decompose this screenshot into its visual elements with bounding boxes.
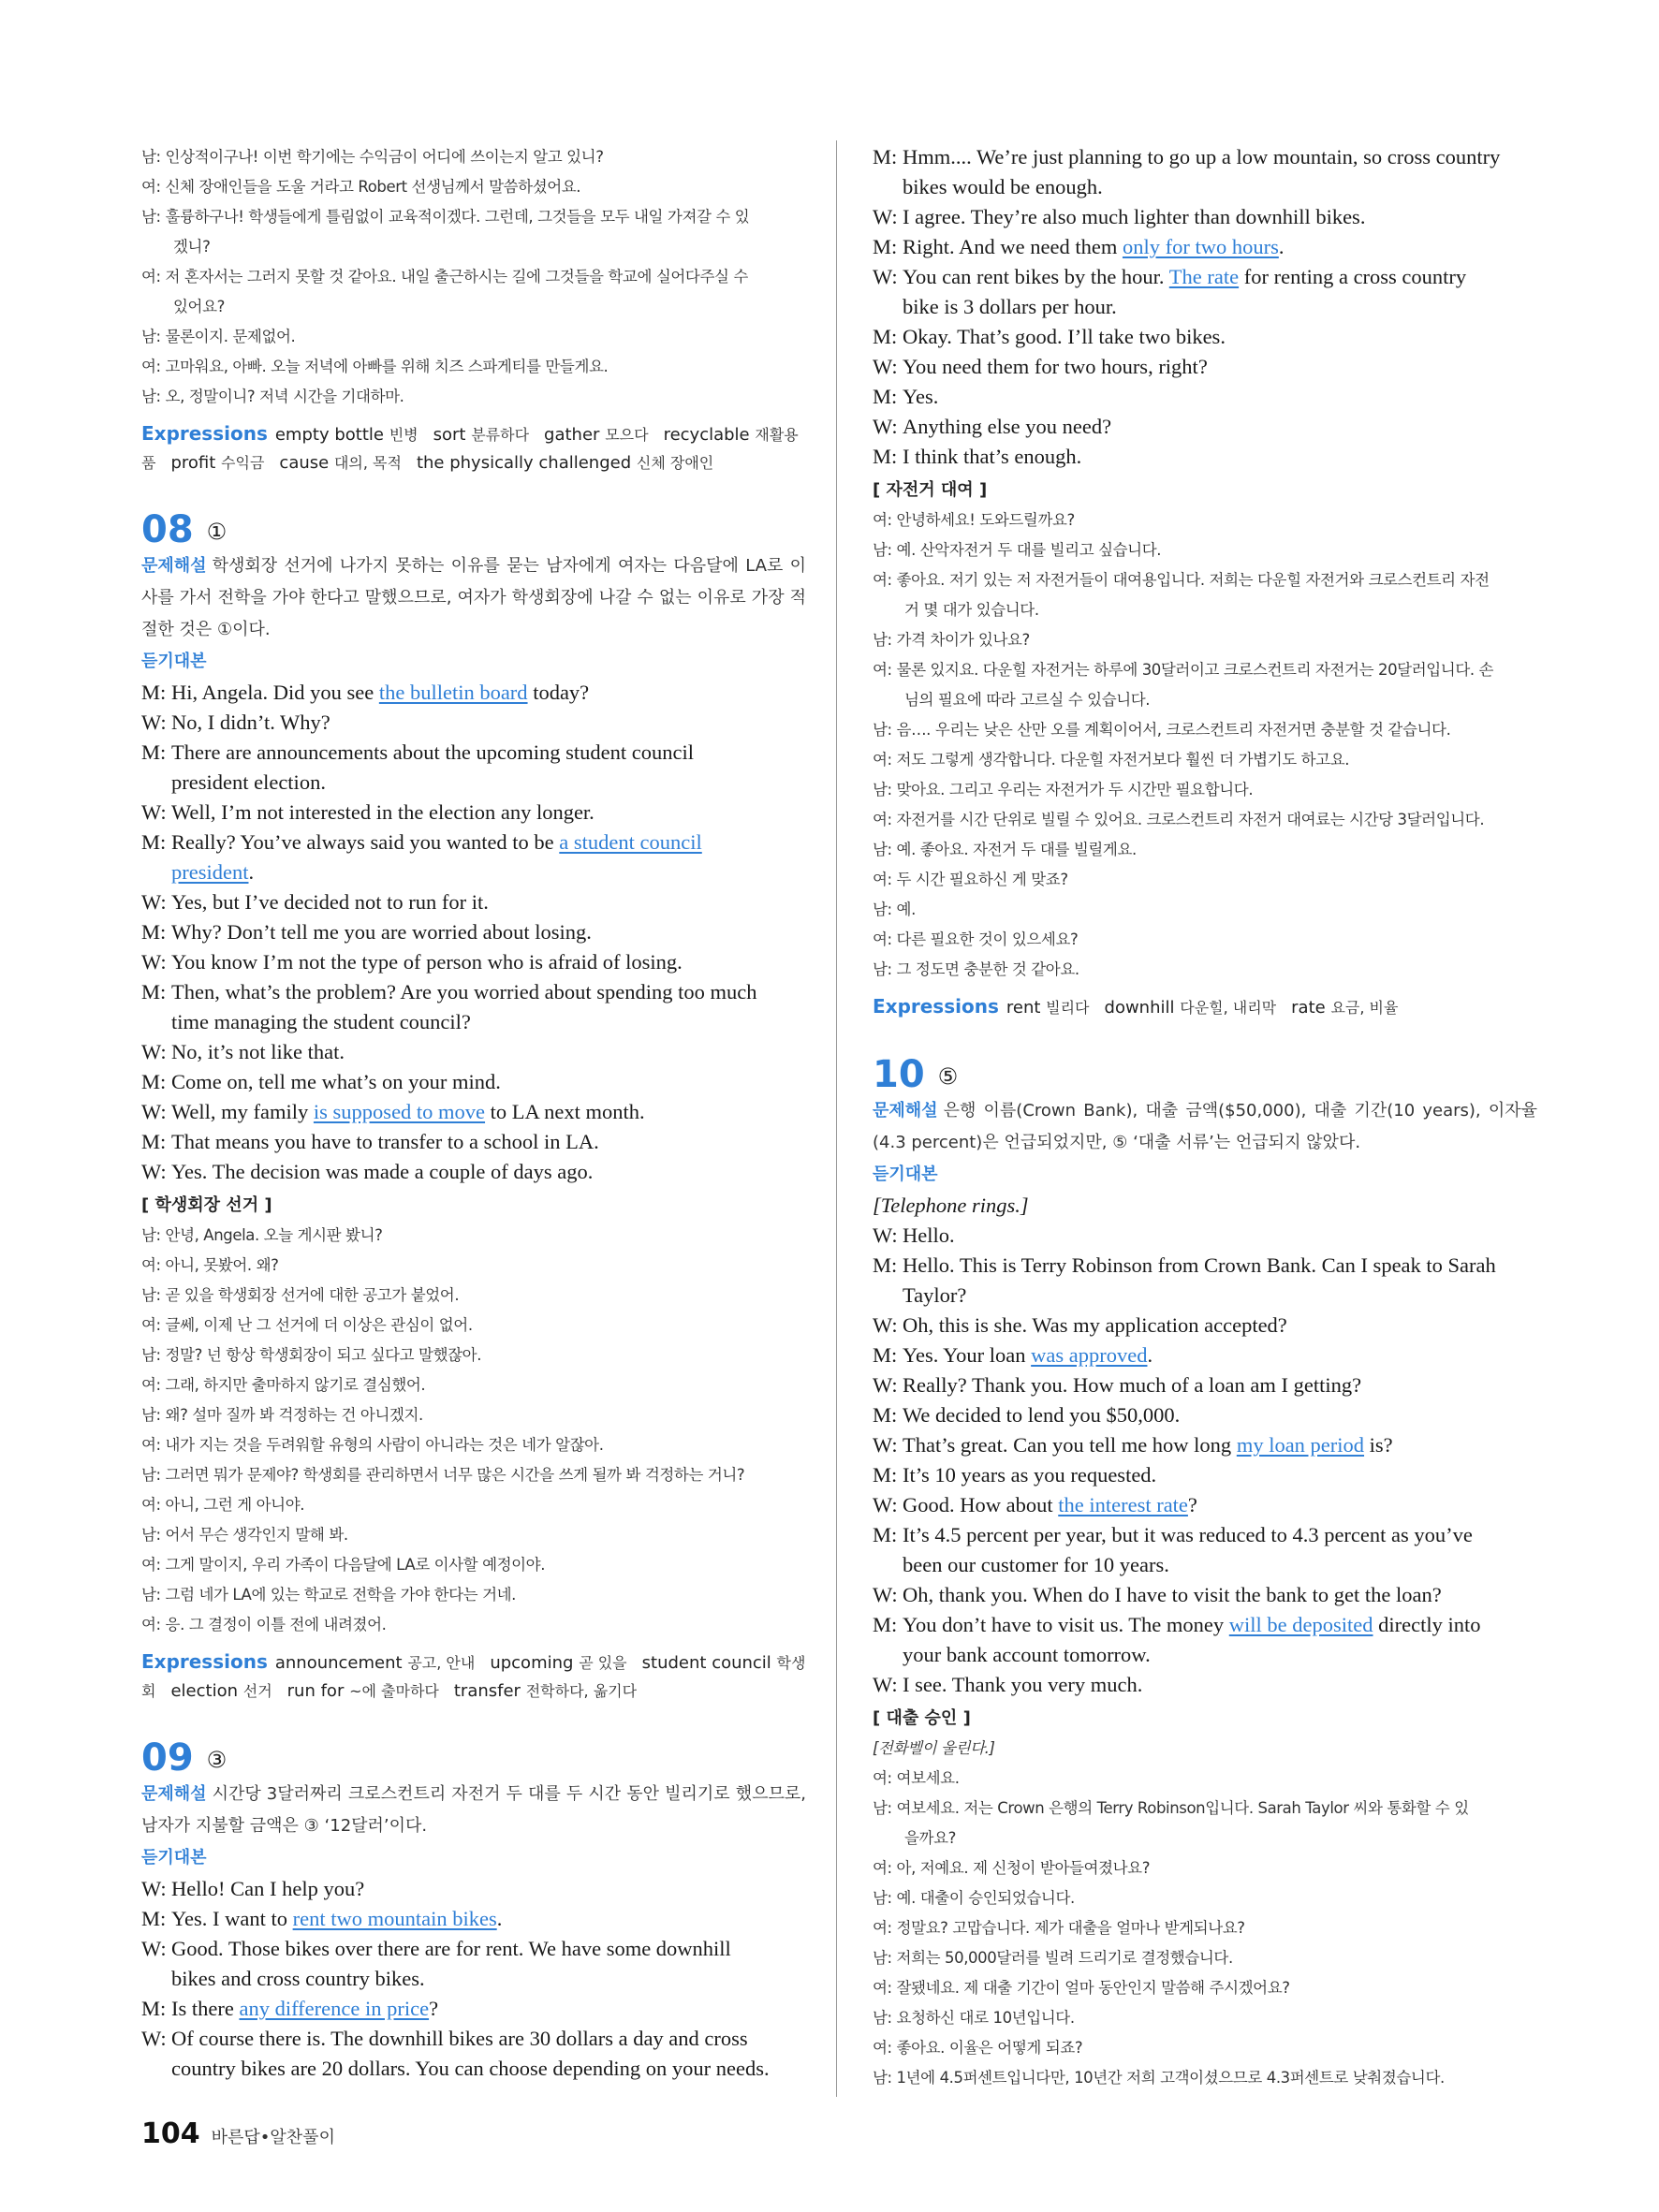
expression-term: downhill — [1104, 998, 1175, 1018]
translation-line: 남: 가격 차이가 있나요? — [873, 631, 1030, 649]
explanation — [873, 1095, 1537, 1159]
translation-line: 여: 안녕하세요! 도와드릴까요? — [873, 511, 1075, 529]
translation-line: 여: 아니, 그런 게 아니야. — [141, 1496, 305, 1514]
listening-script — [141, 678, 806, 1187]
expression-meaning: 모으다 — [605, 426, 649, 444]
translation — [873, 1764, 1537, 2093]
script-text: You don’t have to visit us. The money — [903, 1613, 1229, 1636]
translation-line: 남: 어서 무슨 생각인지 말해 봐. — [141, 1526, 348, 1544]
script-text: Well, my family — [171, 1100, 314, 1123]
speaker-tag: M: — [873, 1463, 898, 1487]
speaker-tag: W: — [873, 1493, 898, 1516]
script-line — [141, 1157, 806, 1187]
expression-term: gather — [544, 425, 600, 445]
left-column — [141, 142, 806, 2084]
expression-meaning: 전학하다, 옮기다 — [525, 1682, 638, 1700]
translation-line: 여: 여보세요. — [873, 1769, 960, 1787]
expression-term: rate — [1291, 998, 1326, 1018]
script-text: There are announcements about the upcoming student council — [171, 740, 694, 764]
script-text: Yes. I want to — [171, 1907, 293, 1930]
translation-line: 남: 요청하신 대로 10년입니다. — [873, 2009, 1075, 2027]
explanation — [141, 1779, 806, 1842]
script-text: Oh, this is she. Was my application accepted? — [903, 1313, 1287, 1337]
speaker-tag: W: — [141, 1100, 167, 1123]
script-line — [873, 1670, 1537, 1700]
translation-line: 남: 예. — [873, 901, 916, 918]
script-line — [873, 172, 1537, 202]
script-text: Yes. Your loan — [903, 1343, 1032, 1367]
expression-meaning: 신체 장애인 — [636, 454, 714, 472]
column-divider — [836, 140, 837, 2097]
translation-line: 남: 저희는 50,000달러를 빌려 드리기로 결정했습니다. — [873, 1949, 1233, 1967]
speaker-tag: W: — [873, 1583, 898, 1606]
script-line — [141, 857, 806, 887]
expressions-box — [141, 1648, 806, 1706]
translation-line: 여: 두 시간 필요하신 게 맞죠? — [873, 871, 1068, 888]
speaker-tag: W: — [873, 1223, 898, 1247]
script-text: Hello. — [903, 1223, 955, 1247]
expression-term: cause — [279, 453, 330, 473]
speaker-tag: M: — [141, 1907, 167, 1930]
script-line — [873, 382, 1537, 412]
blank-answer-highlight: rent two mountain bikes — [292, 1907, 497, 1930]
script-line — [141, 768, 806, 798]
listening-script — [141, 1874, 806, 2084]
speaker-tag: M: — [873, 1343, 898, 1367]
stage-direction-ko: [전화벨이 울린다.] — [873, 1739, 995, 1757]
expression-term: upcoming — [490, 1653, 574, 1673]
script-text: Of course there is. The downhill bikes are 30 dollars a day and cross — [171, 2027, 748, 2050]
script-line — [873, 322, 1537, 352]
translation-line: 남: 오, 정말이니? 저녁 시간을 기대하마. — [141, 388, 404, 405]
script-line — [141, 2054, 806, 2084]
script-text: bike is 3 dollars per hour. — [903, 295, 1117, 318]
speaker-tag: M: — [873, 145, 898, 168]
translation-line: 여: 내가 지는 것을 두려워할 유형의 사람이 아니라는 것은 네가 알잖아. — [141, 1436, 604, 1454]
expression-term: sort — [433, 425, 466, 445]
speaker-tag: W: — [873, 1433, 898, 1457]
right-column — [873, 142, 1537, 2093]
speaker-tag: W: — [873, 415, 898, 438]
blank-answer-highlight: The rate — [1168, 265, 1240, 288]
script-text: today? — [527, 681, 590, 704]
translation-line: 겠니? — [173, 238, 211, 256]
script-text: We decided to lend you $50,000. — [903, 1403, 1181, 1427]
expression-meaning: 수익금 — [221, 454, 265, 472]
page-number: 104 — [141, 2117, 200, 2150]
speaker-tag: M: — [873, 235, 898, 258]
book-title: 바른답•알찬풀이 — [211, 2128, 335, 2147]
question-10-header — [873, 1050, 1537, 1095]
expression-term: student council — [641, 1653, 771, 1673]
expression-meaning: ~에 출마하다 — [349, 1682, 439, 1700]
script-text: Hmm.... We’re just planning to go up a low mountain, so cross country — [903, 145, 1501, 168]
script-text: That means you have to transfer to a school in LA. — [171, 1130, 599, 1153]
expression-term: profit — [170, 453, 216, 473]
explanation-label: 문제해설 — [141, 1784, 207, 1804]
speaker-tag: M: — [873, 325, 898, 348]
translation-line: 님의 필요에 따라 고르실 수 있습니다. — [904, 691, 1151, 709]
script-text: bikes and cross country bikes. — [171, 1967, 425, 1990]
translation-line: 남: 왜? 설마 질까 봐 걱정하는 건 아니겠지. — [141, 1406, 423, 1424]
translation-line: 여: 좋아요. 이율은 어떻게 되죠? — [873, 2039, 1083, 2057]
expression-term: the physically challenged — [416, 453, 632, 473]
script-line — [141, 1127, 806, 1157]
explanation-label: 문제해설 — [873, 1101, 938, 1121]
blank-answer-highlight: the interest rate — [1058, 1493, 1188, 1516]
translation-title: [ 학생회장 선거 ] — [141, 1195, 272, 1215]
speaker-tag: W: — [141, 1040, 167, 1063]
script-line — [873, 1281, 1537, 1311]
script-text: . — [1278, 235, 1285, 258]
script-text: your bank account tomorrow. — [903, 1643, 1151, 1666]
expression-meaning: 분류하다 — [471, 426, 530, 444]
script-text: Come on, tell me what’s on your mind. — [171, 1070, 501, 1093]
script-text: It’s 10 years as you requested. — [903, 1463, 1157, 1487]
script-line — [873, 352, 1537, 382]
expression-term: election — [170, 1681, 238, 1701]
script-text: directly into — [1373, 1613, 1481, 1636]
speaker-tag: M: — [873, 1613, 898, 1636]
expression-meaning: 요금, 비율 — [1330, 999, 1399, 1017]
translation-line: 남: 예. 좋아요. 자전거 두 대를 빌릴게요. — [873, 841, 1137, 858]
expression-term: transfer — [453, 1681, 521, 1701]
translation-line: 여: 그게 말이지, 우리 가족이 다음달에 LA로 이사할 예정이야. — [141, 1556, 546, 1574]
script-line — [141, 1874, 806, 1904]
answer-mark: ① — [206, 519, 228, 545]
script-text: I agree. They’re also much lighter than downhill bikes. — [903, 205, 1366, 228]
script-line — [141, 1037, 806, 1067]
script-text: You know I’m not the type of person who is afraid of losing. — [171, 950, 683, 974]
translation-line: 남: 음…. 우리는 낮은 산만 오를 계획이어서, 크로스컨트리 자전거면 충분할 것 같습니다. — [873, 721, 1451, 739]
script-line — [141, 947, 806, 977]
script-text: Really? You’ve always said you wanted to be — [171, 830, 560, 854]
expression-term: announcement — [274, 1653, 403, 1673]
script-line — [873, 1400, 1537, 1430]
speaker-tag: W: — [873, 265, 898, 288]
translation-line: 여: 자전거를 시간 단위로 빌릴 수 있어요. 크로스컨트리 자전거 대여료는 시간당 3달러입니다. — [873, 811, 1485, 828]
script-line — [873, 1340, 1537, 1370]
question-09-header — [141, 1734, 806, 1779]
question-number: 10 — [873, 1053, 925, 1096]
translation — [141, 1221, 806, 1640]
script-text: ? — [429, 1997, 439, 2020]
translation-line: 남: 그 정도면 충분한 것 같아요. — [873, 960, 1079, 978]
speaker-tag: W: — [141, 890, 167, 914]
explanation-text: 은행 이름(Crown Bank), 대출 금액($50,000), 대출 기간(10 years), 이자율(4.3 percent)은 언급되었지만, ⑤ ‘대출 서류’는 언급되지 않았다. — [873, 1101, 1537, 1152]
answer-mark: ③ — [206, 1747, 228, 1773]
script-text: Good. How about — [903, 1493, 1059, 1516]
translation-line: 여: 아니, 못봤어. 왜? — [141, 1256, 279, 1274]
blank-answer-highlight: is supposed to move — [313, 1100, 486, 1123]
translation-line: 남: 맞아요. 그리고 우리는 자전거가 두 시간만 필요합니다. — [873, 781, 1254, 798]
script-text: ? — [1187, 1493, 1197, 1516]
translation-line: 남: 인상적이구나! 이번 학기에는 수익금이 어디에 쓰이는지 알고 있니? — [141, 148, 604, 166]
expression-term: recyclable — [663, 425, 750, 445]
translation-line: 남: 물론이지. 문제없어. — [141, 328, 296, 345]
translation-line: 있어요? — [173, 298, 225, 315]
expressions-label: Expressions — [873, 995, 999, 1018]
translation-line: 거 몇 대가 있습니다. — [904, 601, 1039, 619]
translation-line: 여: 신체 장애인들을 도울 거라고 Robert 선생님께서 말씀하셨어요. — [141, 178, 581, 196]
expressions-label: Expressions — [141, 422, 268, 445]
script-line — [873, 1251, 1537, 1281]
q07-translation-tail — [141, 142, 806, 412]
translation-line: 남: 여보세요. 저는 Crown 은행의 Terry Robinson입니다. Sarah Taylor 씨와 통화할 수 있 — [873, 1799, 1469, 1817]
speaker-tag: W: — [873, 1313, 898, 1337]
script-text: been our customer for 10 years. — [903, 1553, 1169, 1576]
translation-line: 남: 훌륭하구나! 학생들에게 틀림없이 교육적이겠다. 그런데, 그것들을 모두 내일 가져갈 수 있 — [141, 208, 750, 226]
script-label: 듣기대본 — [141, 652, 207, 671]
page-footer — [141, 2117, 335, 2150]
script-line — [141, 917, 806, 947]
explanation — [141, 550, 806, 646]
expression-meaning: 곧 있을 — [579, 1654, 627, 1672]
explanation-text: 시간당 3달러짜리 크로스컨트리 자전거 두 대를 두 시간 동안 빌리기로 했으므로, 남자가 지불할 금액은 ③ ‘12달러’이다. — [141, 1784, 806, 1836]
script-line — [873, 1610, 1537, 1640]
speaker-tag: W: — [873, 205, 898, 228]
script-text: Well, I’m not interested in the election any longer. — [171, 800, 595, 824]
translation-line: 남: 1년에 4.5퍼센트입니다만, 10년간 저희 고객이셨으므로 4.3퍼센트로 낮춰졌습니다. — [873, 2069, 1445, 2087]
script-text: is? — [1364, 1433, 1393, 1457]
translation-line: 남: 그러면 뭐가 문제야? 학생회를 관리하면서 너무 많은 시간을 쓰게 될까 봐 걱정하는 거니? — [141, 1466, 745, 1484]
script-line — [141, 887, 806, 917]
translation-line: 여: 정말요? 고맙습니다. 제가 대출을 얼마나 받게되나요? — [873, 1919, 1245, 1937]
stage-direction: [Telephone rings.] — [873, 1194, 1029, 1217]
blank-answer-highlight: my loan period — [1236, 1433, 1365, 1457]
script-text: Then, what’s the problem? Are you worried about spending too much — [171, 980, 757, 1003]
script-label: 듣기대본 — [873, 1165, 938, 1184]
script-text: You can rent bikes by the hour. — [903, 265, 1169, 288]
speaker-tag: W: — [141, 710, 167, 734]
speaker-tag: M: — [141, 1070, 167, 1093]
blank-answer-highlight: will be deposited — [1228, 1613, 1373, 1636]
explanation-label: 문제해설 — [141, 556, 207, 576]
script-text: president election. — [171, 770, 326, 794]
script-line — [873, 412, 1537, 442]
script-text: That’s great. Can you tell me how long — [903, 1433, 1237, 1457]
script-line — [873, 1460, 1537, 1490]
expression-meaning: 선거 — [242, 1682, 272, 1700]
speaker-tag: W: — [873, 355, 898, 378]
speaker-tag: M: — [873, 1253, 898, 1277]
translation-line: 남: 예. 대출이 승인되었습니다. — [873, 1889, 1075, 1907]
script-line — [873, 292, 1537, 322]
translation-line: 남: 곧 있을 학생회장 선거에 대한 공고가 붙었어. — [141, 1286, 460, 1304]
script-text: Hello. This is Terry Robinson from Crown Bank. Can I speak to Sarah — [903, 1253, 1496, 1277]
blank-answer-highlight: the bulletin board — [378, 681, 528, 704]
script-text: bikes would be enough. — [903, 175, 1103, 198]
script-text: for renting a cross country — [1239, 265, 1467, 288]
translation-line: 남: 안녕, Angela. 오늘 게시판 봤니? — [141, 1226, 383, 1244]
script-line — [141, 1904, 806, 1934]
translation-line: 여: 글쎄, 이제 난 그 선거에 더 이상은 관심이 없어. — [141, 1316, 473, 1334]
blank-answer-highlight: a student council — [559, 830, 702, 854]
translation-line: 여: 좋아요. 저기 있는 저 자전거들이 대여용입니다. 저희는 다운힐 자전거와 크로스컨트리 자전 — [873, 571, 1490, 589]
speaker-tag: M: — [873, 385, 898, 408]
translation — [873, 505, 1537, 985]
script-line — [873, 442, 1537, 472]
blank-answer-highlight: was approved — [1031, 1343, 1148, 1367]
speaker-tag: M: — [873, 1403, 898, 1427]
script-text: to LA next month. — [485, 1100, 645, 1123]
blank-answer-highlight: any difference in price — [239, 1997, 430, 2020]
translation-line: 여: 물론 있지요. 다운힐 자전거는 하루에 30달러이고 크로스컨트리 자전거는 20달러입니다. 손 — [873, 661, 1494, 679]
script-line — [141, 828, 806, 857]
script-text: Hello! Can I help you? — [171, 1877, 365, 1900]
expressions-box — [873, 992, 1537, 1022]
script-line — [141, 1934, 806, 1964]
script-line — [873, 1550, 1537, 1580]
translation-line: 을까요? — [904, 1829, 956, 1847]
speaker-tag: M: — [141, 1997, 167, 2020]
script-text: . — [1147, 1343, 1153, 1367]
script-line — [141, 1964, 806, 1994]
translation-line: 여: 잘됐네요. 제 대출 기간이 얼마 동안인지 말씀해 주시겠어요? — [873, 1979, 1290, 1997]
script-text: Okay. That’s good. I’ll take two bikes. — [903, 325, 1226, 348]
expression-meaning: 빌리다 — [1046, 999, 1090, 1017]
script-line — [873, 1490, 1537, 1520]
translation-line: 여: 고마워요, 아빠. 오늘 저녁에 아빠를 위해 치즈 스파게티를 만들게요. — [141, 358, 609, 375]
speaker-tag: W: — [141, 2027, 167, 2050]
script-line — [141, 977, 806, 1007]
script-text: country bikes are 20 dollars. You can choose depending on your needs. — [171, 2057, 770, 2080]
translation-line: 여: 그래, 하지만 출마하지 않기로 결심했어. — [141, 1376, 426, 1394]
script-line — [141, 2024, 806, 2054]
expression-meaning: 빈병 — [389, 426, 418, 444]
script-text: Good. Those bikes over there are for rent. We have some downhill — [171, 1937, 731, 1960]
script-line — [141, 1097, 806, 1127]
question-number: 08 — [141, 508, 194, 551]
translation-line: 남: 정말? 넌 항상 학생회장이 되고 싶다고 말했잖아. — [141, 1346, 482, 1364]
script-line — [141, 738, 806, 768]
script-line — [141, 1994, 806, 2024]
expression-term: run for — [286, 1681, 345, 1701]
speaker-tag: M: — [141, 681, 167, 704]
script-line — [141, 1067, 806, 1097]
script-line — [873, 232, 1537, 262]
speaker-tag: M: — [873, 445, 898, 468]
speaker-tag: M: — [873, 1523, 898, 1546]
speaker-tag: W: — [141, 800, 167, 824]
script-text: It’s 4.5 percent per year, but it was reduced to 4.3 percent as you’ve — [903, 1523, 1473, 1546]
translation-line: 여: 저 혼자서는 그러지 못할 것 같아요. 내일 출근하시는 길에 그것들을 학교에 실어다주실 수 — [141, 268, 748, 286]
script-text: No, it’s not like that. — [171, 1040, 345, 1063]
script-text: Yes. — [903, 385, 939, 408]
expression-meaning: 공고, 안내 — [407, 1654, 476, 1672]
translation-line: 여: 응. 그 결정이 이틀 전에 내려졌어. — [141, 1616, 387, 1633]
expression-meaning: 다운힐, 내리막 — [1180, 999, 1277, 1017]
script-text: Hi, Angela. Did you see — [171, 681, 379, 704]
script-text: Oh, thank you. When do I have to visit the bank to get the loan? — [903, 1583, 1442, 1606]
translation-line: 남: 예. 산악자전거 두 대를 빌리고 싶습니다. — [873, 541, 1162, 559]
speaker-tag: M: — [141, 740, 167, 764]
script-line — [141, 798, 806, 828]
speaker-tag: M: — [141, 980, 167, 1003]
translation-line: 여: 다른 필요한 것이 있으세요? — [873, 930, 1079, 948]
expression-term: empty bottle — [274, 425, 384, 445]
speaker-tag: M: — [141, 830, 167, 854]
script-text: Taylor? — [903, 1283, 967, 1307]
listening-script-continued — [873, 142, 1537, 472]
script-line — [873, 1221, 1537, 1251]
question-08-header — [141, 505, 806, 550]
answer-mark: ⑤ — [937, 1063, 959, 1090]
expressions-label: Expressions — [141, 1650, 268, 1673]
blank-answer-highlight: only for two hours — [1122, 235, 1279, 258]
speaker-tag: M: — [141, 1130, 167, 1153]
script-line — [873, 1640, 1537, 1670]
listening-script — [873, 1221, 1537, 1700]
expression-term: rent — [1006, 998, 1041, 1018]
speaker-tag: W: — [141, 950, 167, 974]
script-line — [873, 142, 1537, 172]
script-text: Anything else you need? — [903, 415, 1112, 438]
script-text: Why? Don’t tell me you are worried about losing. — [171, 920, 592, 944]
script-text: . — [496, 1907, 503, 1930]
script-text: I think that’s enough. — [903, 445, 1082, 468]
translation-line: 여: 아, 저예요. 제 신청이 받아들여졌나요? — [873, 1859, 1151, 1877]
speaker-tag: M: — [141, 920, 167, 944]
script-line — [873, 1580, 1537, 1610]
script-line — [873, 1370, 1537, 1400]
script-text: I see. Thank you very much. — [903, 1673, 1143, 1696]
script-label: 듣기대본 — [141, 1848, 207, 1868]
blank-answer-highlight: president — [171, 860, 249, 884]
script-line — [873, 262, 1537, 292]
script-text: Really? Thank you. How much of a loan am I getting? — [903, 1373, 1362, 1397]
script-text: Is there — [171, 1997, 240, 2020]
question-number: 09 — [141, 1736, 194, 1780]
expression-meaning: 학생회 — [141, 1654, 806, 1700]
script-text: No, I didn’t. Why? — [171, 710, 330, 734]
speaker-tag: W: — [873, 1673, 898, 1696]
script-text: . — [248, 860, 255, 884]
script-line — [141, 1007, 806, 1037]
speaker-tag: W: — [141, 1877, 167, 1900]
script-line — [873, 1311, 1537, 1340]
speaker-tag: W: — [873, 1373, 898, 1397]
script-line — [873, 202, 1537, 232]
speaker-tag: W: — [141, 1937, 167, 1960]
translation-line: 여: 저도 그렇게 생각합니다. 다운힐 자전거보다 훨씬 더 가볍기도 하고요. — [873, 751, 1350, 769]
script-text: Right. And we need them — [903, 235, 1123, 258]
script-line — [873, 1520, 1537, 1550]
translation-title: [ 자전거 대여 ] — [873, 480, 988, 500]
script-text: time managing the student council? — [171, 1010, 471, 1033]
explanation-text: 학생회장 선거에 나가지 못하는 이유를 묻는 남자에게 여자는 다음달에 LA로 이사를 가서 전학을 가야 한다고 말했으므로, 여자가 학생회장에 나갈 수 없는 이유로 가장 적절한 것은 ①이다. — [141, 556, 806, 639]
script-line — [873, 1430, 1537, 1460]
expression-meaning: 재활용품 — [141, 426, 799, 472]
translation-line: 남: 그럼 네가 LA에 있는 학교로 전학을 가야 한다는 거네. — [141, 1586, 516, 1604]
translation-title: [ 대출 승인 ] — [873, 1708, 971, 1728]
expressions-box — [141, 419, 806, 477]
script-text: Yes. The decision was made a couple of days ago. — [171, 1160, 594, 1183]
script-text: Yes, but I’ve decided not to run for it. — [171, 890, 489, 914]
script-text: You need them for two hours, right? — [903, 355, 1208, 378]
expression-meaning: 대의, 목적 — [333, 454, 402, 472]
speaker-tag: W: — [141, 1160, 167, 1183]
script-line — [141, 678, 806, 708]
script-line — [141, 708, 806, 738]
